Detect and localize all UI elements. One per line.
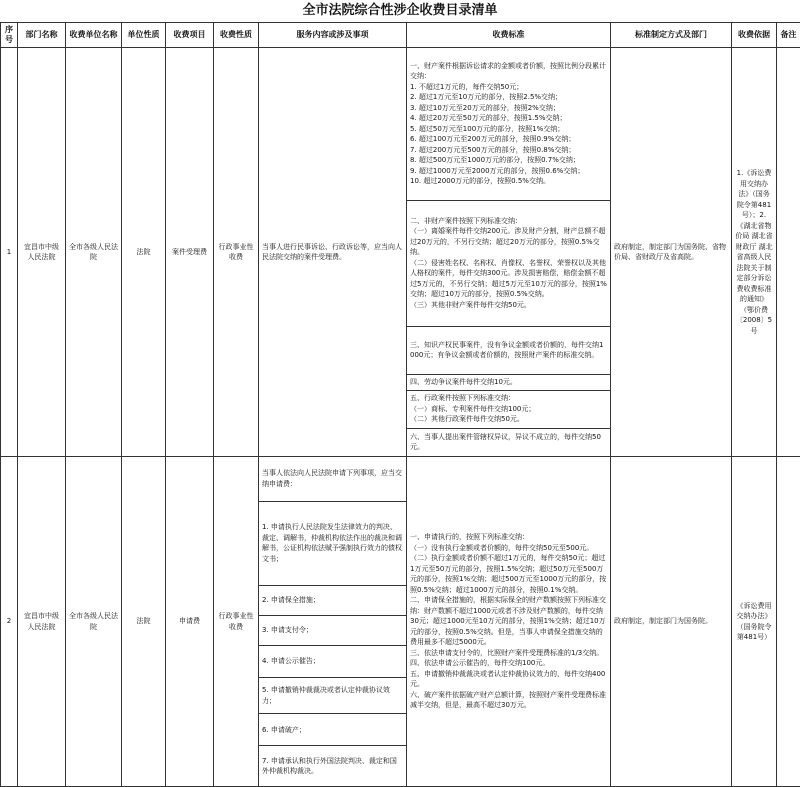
header-dept: 部门名称 (18, 23, 66, 48)
row-basis: 1.《诉讼费用交纳办法》（国务院令第481号）；2.《湖北省物价局 湖北省财政厅 湖北省高级人民法院关于制定部分诉讼费收费标准的通知》（鄂价费〔2008〕5号 (732, 48, 777, 457)
header-seq: 序号 (1, 23, 18, 48)
row-standard (407, 48, 611, 457)
header-remark: 备注 (777, 23, 800, 48)
row-seq: 2 (1, 457, 18, 787)
row-method: 政府制定，制定部门为国务院。 (611, 457, 732, 787)
table-row (1, 48, 800, 457)
row-dept: 宜昌市中级人民法院 (18, 457, 66, 787)
header-standard: 收费标准 (407, 23, 611, 48)
service-item-7: 7. 申请承认和执行外国法院判决、裁定和国外仲裁机构裁决。 (259, 746, 406, 786)
row-method: 政府制定，制定部门为国务院、省物价局、省财政厅及省高院。 (611, 48, 732, 457)
header-nature: 单位性质 (122, 23, 166, 48)
row-standard: 一、申请执行的，按照下列标准交纳： （一）没有执行金额或者价额的，每件交纳50元至500元。 （二）执行金额或者价额不超过1万元的，每件交纳50元；超过1万元至50万元的部分，按照1.5%交纳；超过50万元至500万元的部分，按照1%交纳；超过500万元至1000万元的部分，按照0.5%交纳；超过1000万元的部分，按照0.1%交纳。 二、申请保全措施的，根据实际保全的财产数额按照下列标准交纳：财产数额不超过1000元或者不涉及财产数额的，每件交纳30元；超过1000元至10万元的部分，按照1%交纳；超过10万元的部分，按照0.5%交纳。但是，当事人申请保全措施交纳的费用最多不超过5000元。 三、依法申请支付令的，比照财产案件受理费标准的1/3交纳。 四、依法申请公示催告的，每件交纳100元。 五、申请撤销仲裁裁决或者认定仲裁协议效力的，每件交纳400元。 六、破产案件依据破产财产总额计算，按照财产案件受理费标准减半交纳，但是，最高不超过30万元。 (407, 457, 611, 787)
table-row (1, 457, 800, 787)
service-intro: 当事人依法向人民法院申请下列事项，应当交纳申请费： (259, 457, 406, 501)
row-basis: 《诉讼费用交纳办法》（国务院令第481号） (732, 457, 777, 787)
row-seq: 1 (1, 48, 18, 457)
standard-item-4: 四、劳动争议案件每件交纳10元。 (407, 374, 610, 390)
header-unit: 收费单位名称 (66, 23, 122, 48)
row-service (259, 457, 407, 787)
standard-item-3: 三、知识产权民事案件，没有争议金额或者价额的，每件交纳1000元；有争议金额或者价额的，按照财产案件的标准交纳。 (407, 326, 610, 374)
service-item-6: 6. 申请破产； (259, 714, 406, 746)
header-service: 服务内容或涉及事项 (259, 23, 407, 48)
row-remark (777, 48, 800, 457)
fee-catalog-table (0, 22, 800, 787)
table-header-row (1, 23, 800, 48)
standard-sub-table (407, 48, 610, 456)
header-method: 标准制定方式及部门 (611, 23, 732, 48)
standard-item-2: 二、非财产案件按照下列标准交纳： （一）离婚案件每件交纳200元。涉及财产分割，财产总额不超过20万元的，不另行交纳；超过20万元的部分，按照0.5%交纳。 （二）侵害姓名权、名称权、肖像权、名誉权、荣誉权以及其他人格权的案件，每件交纳300元。涉及损害赔偿，赔偿金额不超过5万元的，不另行交纳；超过5万元至10万元的部分，按照1%交纳；超过10万元的部分，按照0.5%交纳。 （三）其他非财产案件每件交纳50元。 (407, 200, 610, 326)
header-fee-nature: 收费性质 (214, 23, 259, 48)
row-item: 申请费 (166, 457, 214, 787)
row-unit: 全市各级人民法院 (66, 48, 122, 457)
standard-item-6: 六、当事人提出案件管辖权异议，异议不成立的，每件交纳50元。 (407, 428, 610, 456)
row-remark (777, 457, 800, 787)
service-item-3: 3. 申请支付令； (259, 615, 406, 645)
row-dept: 宜昌市中级人民法院 (18, 48, 66, 457)
document-title: 全市法院综合性涉企收费目录清单 (0, 0, 800, 22)
standard-item-5: 五、行政案件按照下列标准交纳： （一）商标、专利案件每件交纳100元； （二）其他行政案件每件交纳50元。 (407, 390, 610, 428)
row-nature: 法院 (122, 457, 166, 787)
service-item-4: 4. 申请公示催告； (259, 646, 406, 678)
row-service: 当事人进行民事诉讼、行政诉讼等，应当向人民法院交纳的案件受理费。 (259, 48, 407, 457)
row-unit: 全市各级人民法院 (66, 457, 122, 787)
service-item-2: 2. 申请保全措施； (259, 585, 406, 615)
row-fee-nature: 行政事业性收费 (214, 48, 259, 457)
service-item-1: 1. 申请执行人民法院发生法律效力的判决、裁定、调解书，仲裁机构依法作出的裁决和调解书，公证机构依法赋予强制执行效力的债权文书； (259, 501, 406, 585)
row-fee-nature: 行政事业性收费 (214, 457, 259, 787)
row-nature: 法院 (122, 48, 166, 457)
service-item-5: 5. 申请撤销仲裁裁决或者认定仲裁协议效力； (259, 678, 406, 714)
standard-item-1: 一、财产案件根据诉讼请求的金额或者价额，按照比例分段累计交纳： 1. 不超过1万元的，每件交纳50元； 2. 超过1万元至10万元的部分，按照2.5%交纳； 3. 超过10万元至20万元的部分，按照2%交纳； 4. 超过20万元至50万元的部分，按照1.5%交纳； 5. 超过50万元至100万元的部分，按照1%交纳； 6. 超过100万元至200万元的部分，按照0.9%交纳； 7. 超过200万元至500万元的部分，按照0.8%交纳； 8. 超过500万元至1000万元的部分，按照0.7%交纳； 9. 超过1000万元至2000万元的部分，按照0.6%交纳； 10. 超过2000万元的部分，按照0.5%交纳。 (407, 48, 610, 200)
header-basis: 收费依据 (732, 23, 777, 48)
header-item: 收费项目 (166, 23, 214, 48)
service-sub-table (259, 457, 406, 786)
row-item: 案件受理费 (166, 48, 214, 457)
